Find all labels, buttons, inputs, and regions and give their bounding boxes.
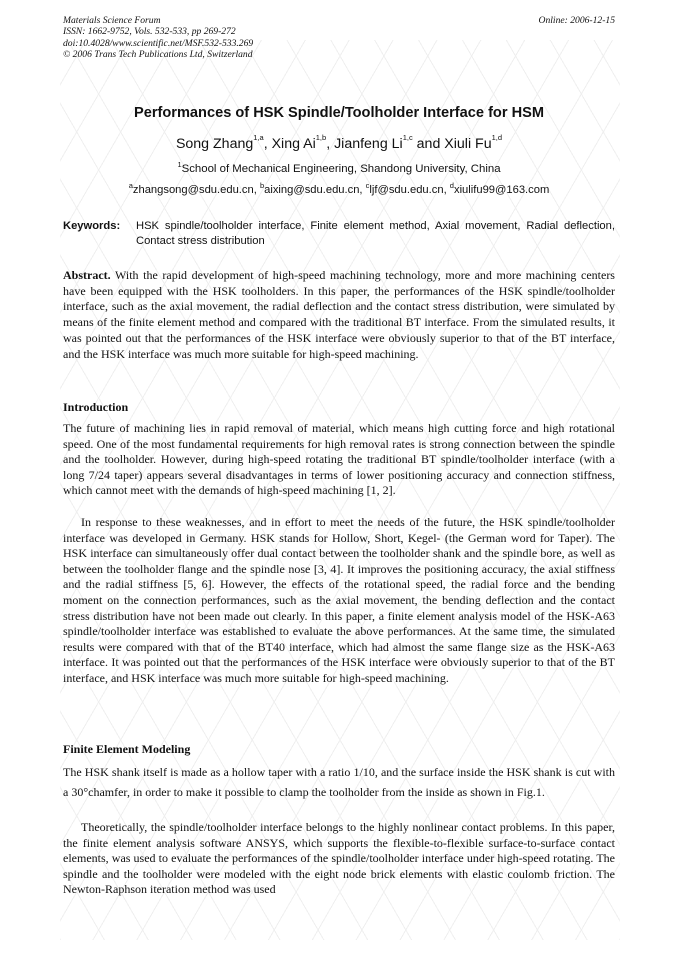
abstract-block: [63, 268, 615, 362]
email-list: [63, 181, 615, 196]
email-superscript: c: [365, 181, 370, 190]
journal-name: Materials Science Forum: [63, 15, 161, 26]
affiliation-text: School of Mechanical Engineering, Shandong University, China: [181, 163, 501, 175]
author-superscript: 1,d: [491, 133, 503, 142]
author-conjunction: and: [416, 136, 441, 152]
fem-paragraph-1: The HSK shank itself is made as a hollow taper with a ratio 1/10, and the surface inside the HSK shank is cut with a 30°chamfer, in order to make it possible to clamp the toolholder from the inside as shown in Fig.1.: [63, 765, 615, 799]
keywords-label: Keywords:: [63, 220, 121, 232]
online-date: Online: 2006-12-15: [538, 15, 615, 26]
abstract-label: Abstract.: [63, 268, 111, 282]
author-name: Song Zhang: [175, 136, 254, 152]
keywords-text: HSK spindle/toolholder interface, Finite element method, Axial movement, Radial deflection, Contact stress distribution: [136, 220, 615, 247]
journal-header: [63, 15, 615, 61]
keywords-block: [63, 219, 615, 249]
author-name: Jianfeng Li: [334, 136, 403, 152]
author-name: Xiuli Fu: [444, 136, 492, 152]
introduction-paragraph-1: The future of machining lies in rapid removal of material, which means high cutting force and high rotational speed. One of the most fundamental requirements for high removal rates is strong connection between the spindle and the toolholder. However, during high-speed rotating the traditional BT spindle/toolholder interface (with a long 7/24 taper) appears several disadvantages in terms of lower positioning accuracy and connection stiffness, which cannot meet with the demands of high-speed machining [1, 2].: [63, 421, 615, 498]
email-link[interactable]: ljf@sdu.edu.cn,: [369, 184, 447, 196]
email-link[interactable]: zhangsong@sdu.edu.cn,: [132, 184, 257, 196]
author-superscript: 1,c: [402, 133, 413, 142]
introduction-heading: Introduction: [63, 400, 129, 414]
email-link[interactable]: aixing@sdu.edu.cn,: [264, 184, 363, 196]
introduction-paragraph-2: In response to these weaknesses, and in effort to meet the needs of the future, the HSK spindle/toolholder interface was developed in Germany. HSK stands for Hollow, Short, Kegel- (the German word for Taper). The HSK interface can simultaneously offer dual contact between the toolholder shank and the spindle bore, as well as between the toolholder flange and the spindle nose [3, 4]. It improves the positioning accuracy, the axial stiffness and the radial stiffness [5, 6]. However, the effects of the rotational speed, the radial force and the bending moment on the connection performances, such as the axial movement, the bending deflection and the contact stress distribution have not been made out clearly. In this paper, a finite element analysis model of the HSK-A63 spindle/toolholder interface was established to evaluate the above performances. At the same time, the simulated results were compared with that of the BT40 interface, which had almost the same flange size as the HSK-A63 interface. It was pointed out that the performances of the HSK interface were obviously superior to that of the BT interface, and HSK interface was much more suitable for high-speed machining.: [63, 515, 615, 685]
copyright-line: © 2006 Trans Tech Publications Ltd, Switzerland: [63, 49, 253, 61]
author-name: Xing Ai: [271, 136, 316, 152]
doi-link[interactable]: doi:10.4028/www.scientific.net/MSF.532-533.269: [63, 37, 254, 49]
email-link[interactable]: xiulifu99@163.com: [453, 184, 550, 196]
fem-heading: Finite Element Modeling: [63, 742, 191, 756]
email-superscript: a: [128, 181, 133, 190]
abstract-text: With the rapid development of high-speed machining technology, more and more machining centers have been equipped with the HSK toolholders. In this paper, the performances of the HSK spindle/toolholder interface, such as the axial movement, the radial deflection and the contact stress distribution, were simulated by means of the finite element method and compared with the traditional BT interface. From the simulated results, it was pointed out that the performances of the HSK interface were obviously superior to that of the BT interface, and the HSK interface was much more suitable for high-speed machining.: [63, 268, 615, 361]
affiliation-superscript: 1: [177, 160, 182, 169]
paper-title: Performances of HSK Spindle/Toolholder Interface for HSM: [133, 105, 545, 121]
issn-line: ISSN: 1662-9752, Vols. 532-533, pp 269-272: [63, 26, 236, 38]
fem-paragraph-2: Theoretically, the spindle/toolholder interface belongs to the highly nonlinear contact problems. In this paper, the finite element analysis software ANSYS, which supports the flexible-to-flexible surface-to-surface contact elements, was used to evaluate the performances of the spindle/toolholder interface under high-speed rotating. The spindle and the toolholder were modeled with the eight node brick elements with elastic coulomb friction. The Newton-Raphson iteration method was used: [63, 820, 615, 897]
author-superscript: 1,b: [315, 133, 327, 142]
author-superscript: 1,a: [253, 133, 264, 142]
affiliation: [63, 160, 615, 175]
email-superscript: d: [449, 181, 454, 190]
email-superscript: b: [259, 181, 265, 190]
author-list: Song Zhang$^{1,a}$, Xing Ai$^{1,b}$, Jianfeng Li$^{1,c}$ and Xiuli Fu$^{1,d}$: [175, 133, 503, 152]
